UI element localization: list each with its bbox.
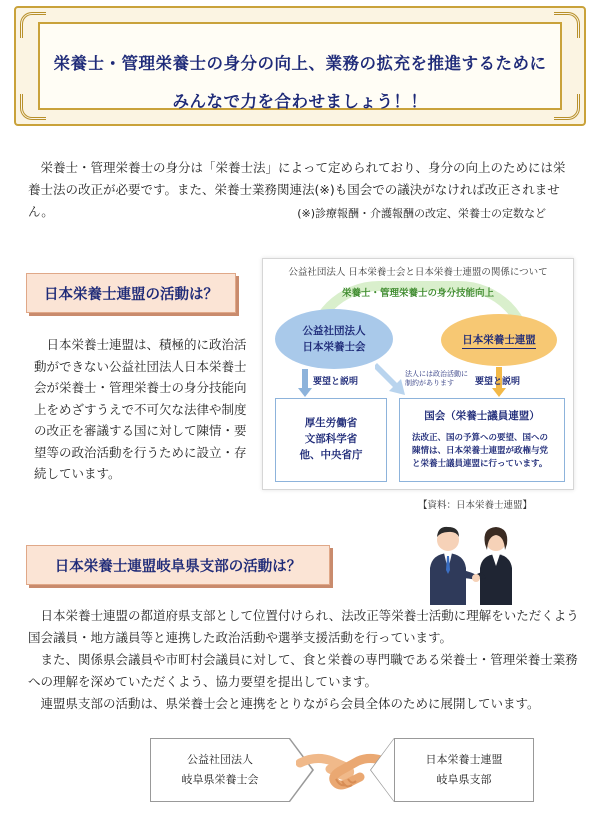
section1-paragraph: 日本栄養士連盟は、積極的に政治活動ができない公益社団法人日本栄養士会が栄養士・管理栄養士の身分技能向上をめざすうえで不可欠な法律や制度の改正を審議する国に対して陳情・要望等の政治活動を行うために設立・存続しています。: [34, 337, 247, 481]
ministry-line2: 文部科学省: [304, 433, 358, 445]
mid-note-line2: 制約があります: [405, 379, 454, 387]
mid-note-line1: 法人には政治活動に: [405, 370, 468, 378]
gifu-association-line2: 岐阜県栄養士会: [181, 773, 259, 786]
left-pointing-arrow-icon: [370, 738, 394, 802]
gifu-league-branch-box: [394, 738, 534, 802]
intro-paragraph: 栄養士・管理栄養士の身分は「栄養士法」によって定められており、身分の向上のためには栄養士法の改正が必要です。また、栄養士業務関連法(※)も国会での議決がなければ改正されません。: [28, 160, 566, 219]
gifu-association-line1: 公益社団法人: [187, 753, 253, 766]
right-arrow-label: 要望と説明: [475, 377, 521, 387]
banner-title-line1: 栄養士・管理栄養士の身分の向上、業務の拡充を推進するために: [53, 54, 547, 73]
diagram-source: 【資料：日本栄養士連盟】: [418, 500, 533, 511]
banner-title-line2: みんなで力を合わせましょう！！: [172, 92, 428, 111]
relationship-diagram: [262, 258, 574, 490]
gifu-league-line2: 岐阜県支部: [436, 773, 492, 786]
intro-note: (※)診療報酬・介護報酬の改定、栄養士の定数など: [297, 207, 546, 220]
jda-label-line2: 日本栄養士会: [302, 341, 366, 353]
section2-heading: 日本栄養士連盟岐阜県支部の活動は？: [26, 545, 330, 585]
ministry-line3: 他、中央省庁: [299, 449, 363, 461]
section2-paragraph2: また、関係県会議員や市町村会議員に対して、食と栄養の専門職である栄養士・管理栄養士業務への理解を深めていただくよう、協力要望を提出しています。: [28, 652, 578, 689]
business-people-icon: [416, 520, 526, 605]
intro-section: [28, 157, 576, 223]
left-arrow-stem: [302, 369, 308, 389]
jda-label-line1: 公益社団法人: [302, 325, 366, 337]
league-ellipse: [441, 314, 557, 366]
diagram-arch-label: 栄養士・管理栄養士の身分技能向上: [341, 288, 494, 299]
diet-box: [399, 398, 565, 482]
left-arrow-label: 要望と説明: [313, 377, 359, 387]
section2-paragraph3: 連盟県支部の活動は、県栄養士会と連携をとりながら会員全体のために展開しています。: [40, 696, 540, 711]
mid-note: [405, 370, 468, 388]
ministries-box: [275, 398, 387, 482]
section2-body: [28, 605, 580, 715]
right-arrow-icon: [492, 388, 506, 397]
section1-body: [34, 334, 249, 485]
diagram-title: 公益社団法人 日本栄養士会と日本栄養士連盟の関係について: [288, 267, 548, 278]
diet-title: 国会（栄養士議員連盟）: [424, 410, 540, 422]
section1-heading: 日本栄養士連盟の活動は？: [26, 273, 236, 313]
section2-paragraph1: 日本栄養士連盟の都道府県支部として位置付けられ、法改正等栄養士活動に理解をいただくよう国会議員・地方議員等と連携した政治活動や選挙支援活動を行っています。: [28, 608, 579, 645]
gifu-league-line1: 日本栄養士連盟: [425, 753, 503, 766]
ministry-line1: 厚生労働省: [304, 417, 358, 429]
left-arrow-icon: [298, 388, 312, 397]
gifu-dietetic-association-box: [150, 738, 290, 802]
title-banner: [14, 6, 586, 126]
league-label: 日本栄養士連盟: [462, 332, 536, 349]
diet-description: 法改正、国の予算への要望、国への陳情は、日本栄養士連盟が政権与党と栄養士議員連盟に行っています。: [412, 433, 549, 469]
